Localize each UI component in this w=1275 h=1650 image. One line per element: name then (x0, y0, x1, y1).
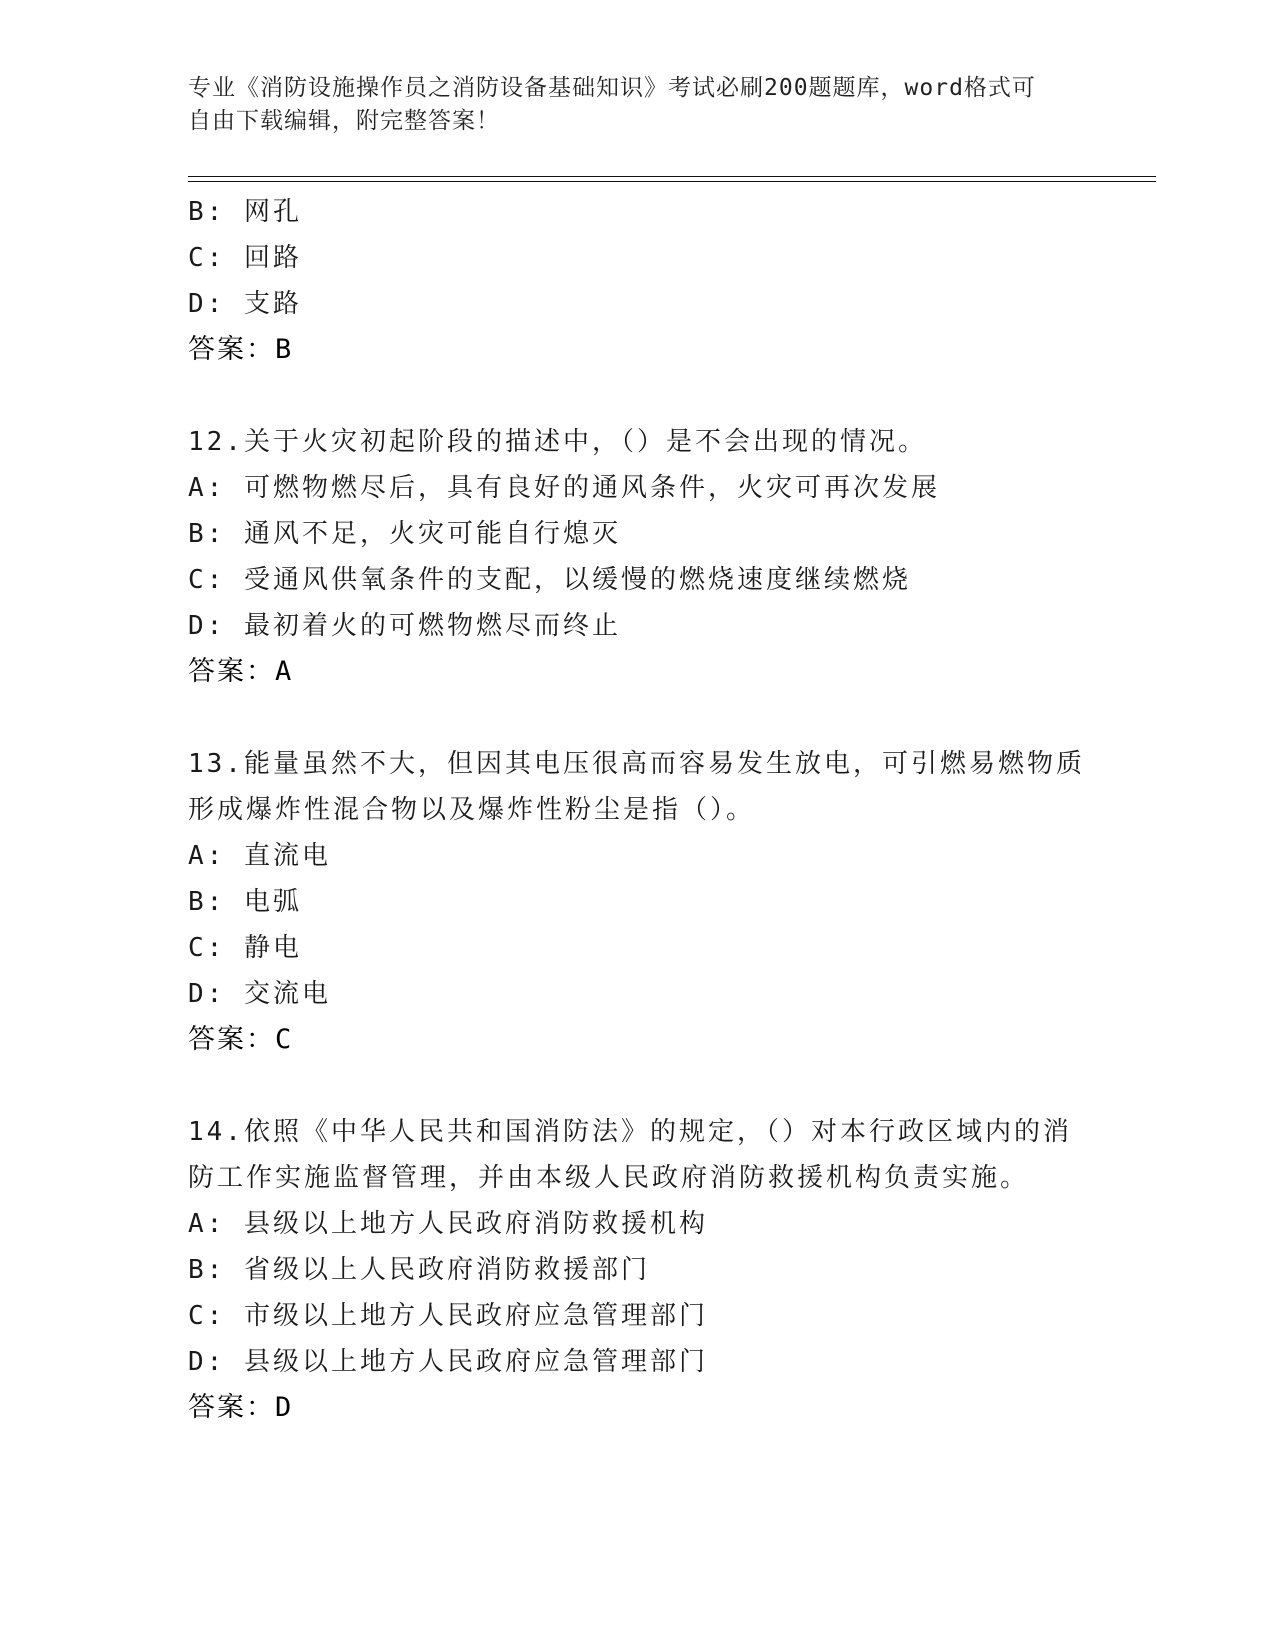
answer: 答案：B (188, 334, 294, 365)
option-b: B: 省级以上人民政府消防救援部门 (188, 1255, 650, 1285)
option-c: C: 受通风供氧条件的支配，以缓慢的燃烧速度继续燃烧 (188, 565, 911, 595)
question-list (188, 189, 1088, 1431)
option-b: B: 电弧 (188, 887, 302, 917)
question-stem-line-2: 防工作实施监督管理，并由本级人民政府消防救援机构负责实施。 (188, 1163, 1030, 1193)
question-12 (188, 419, 1088, 695)
option-a: A: 直流电 (188, 841, 331, 871)
option-b: B: 网孔 (188, 197, 302, 227)
header-line-1: 专业《消防设施操作员之消防设备基础知识》考试必刷200题题库，word格式可 (188, 75, 1036, 101)
question-stem-line-1: 13.能量虽然不大，但因其电压很高而容易发生放电，可引燃易燃物质 (188, 749, 1085, 779)
spacer (188, 695, 1088, 741)
answer: 答案：D (188, 1392, 294, 1423)
option-d: D: 交流电 (188, 979, 331, 1009)
question-14 (188, 1109, 1088, 1431)
option-b: B: 通风不足，火灾可能自行熄灭 (188, 519, 621, 549)
option-c: C: 回路 (188, 243, 302, 273)
spacer (188, 373, 1088, 419)
question-13 (188, 741, 1088, 1063)
spacer (188, 1063, 1088, 1109)
question-11-tail (188, 189, 1088, 373)
document-header (188, 72, 1088, 138)
option-d: D: 支路 (188, 289, 302, 319)
option-a: A: 可燃物燃尽后，具有良好的通风条件，火灾可再次发展 (188, 473, 940, 503)
option-d: D: 最初着火的可燃物燃尽而终止 (188, 611, 621, 641)
header-divider-top (188, 176, 1156, 177)
answer: 答案：A (188, 656, 294, 687)
answer: 答案：C (188, 1024, 294, 1055)
header-divider-bottom (188, 181, 1156, 182)
option-c: C: 静电 (188, 933, 302, 963)
option-d: D: 县级以上地方人民政府应急管理部门 (188, 1347, 708, 1377)
option-c: C: 市级以上地方人民政府应急管理部门 (188, 1301, 708, 1331)
option-a: A: 县级以上地方人民政府消防救援机构 (188, 1209, 708, 1239)
header-line-2: 自由下载编辑，附完整答案！ (188, 108, 500, 134)
question-stem: 12.关于火灾初起阶段的描述中，（）是不会出现的情况。 (188, 427, 927, 457)
question-stem-line-2: 形成爆炸性混合物以及爆炸性粉尘是指（）。 (188, 795, 756, 825)
question-stem-line-1: 14.依照《中华人民共和国消防法》的规定，（）对本行政区域内的消 (188, 1117, 1072, 1147)
